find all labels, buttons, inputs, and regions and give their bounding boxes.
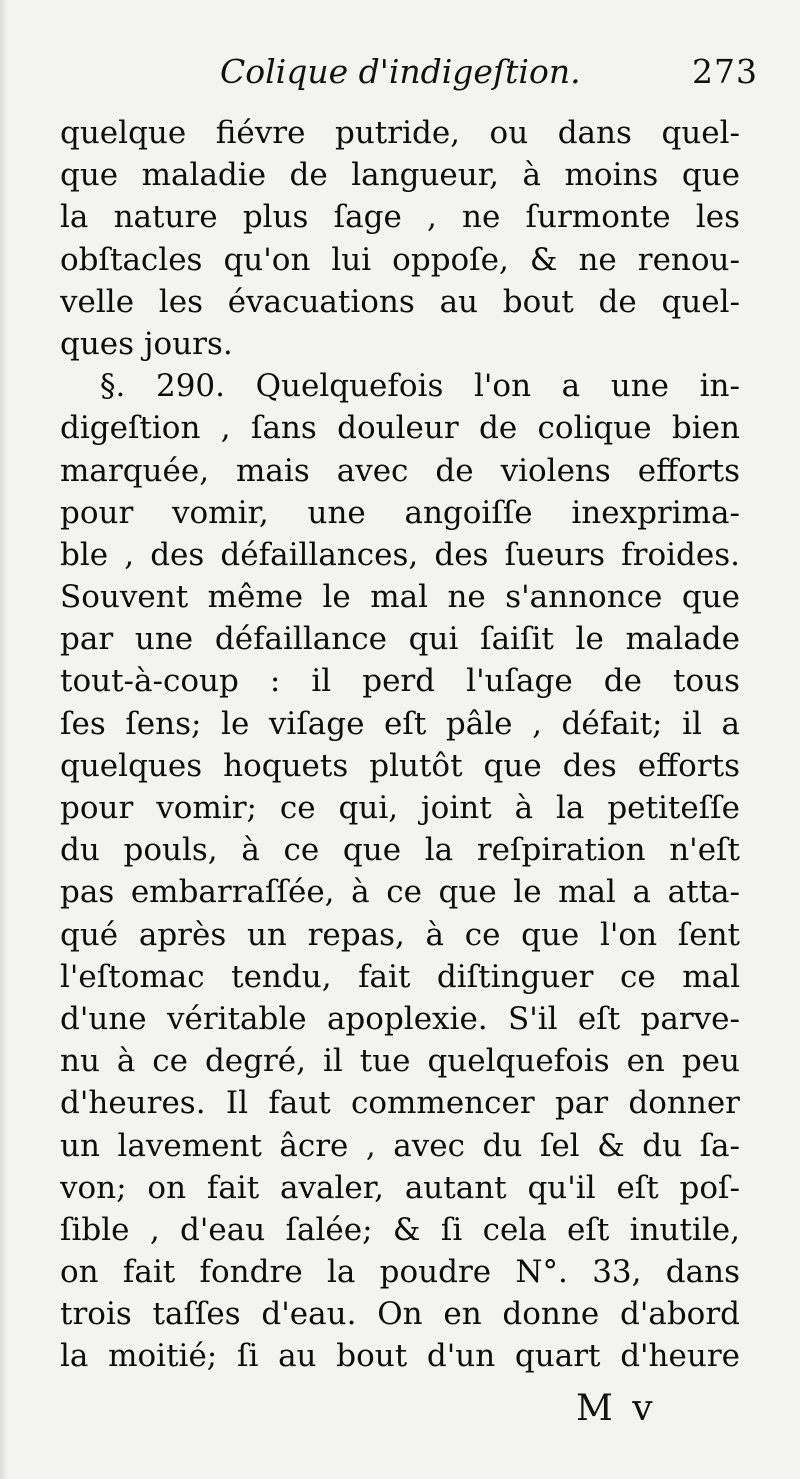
text-line: nu à ce degré, il tue quelquefois en peu	[60, 1043, 740, 1080]
text-line: marquée, mais avec de violens efforts	[60, 452, 740, 489]
text-line: d'une véritable apoplexie. S'il eſt parve-	[60, 1000, 740, 1037]
text-line: que maladie de langueur, à moins que	[60, 157, 740, 194]
text-line: la moitié; ſi au bout d'un quart d'heure	[60, 1338, 740, 1375]
body-text	[60, 112, 740, 1378]
text-line: ſible , d'eau ſalée; & ſi cela eſt inutile,	[60, 1211, 740, 1248]
text-line: quelque fiévre putride, ou dans quel-	[60, 115, 740, 151]
text-line: digeſtion , ſans douleur de colique bien	[60, 410, 740, 447]
text-line: ble , des défaillances, des ſueurs froides.	[60, 536, 740, 573]
text-line: du pouls, à ce que la reſpiration n'eſt	[60, 832, 740, 869]
text-line: la nature plus ſage , ne ſurmonte les	[60, 199, 740, 236]
signature-mark: M v	[576, 1388, 657, 1429]
running-title: Colique d'indigeſtion.	[220, 52, 581, 91]
text-line: un lavement âcre , avec du ſel & du ſa-	[60, 1127, 740, 1164]
page-number: 273	[692, 52, 758, 91]
page-edge-shadow	[0, 0, 8, 1479]
text-line: on fait fondre la poudre N°. 33, dans	[60, 1254, 740, 1291]
text-line: qué après un repas, à ce que l'on ſent	[60, 916, 740, 953]
text-line: l'eſtomac tendu, fait diſtinguer ce mal	[60, 958, 740, 995]
text-line: von; on fait avaler, autant qu'il eſt poſ-	[60, 1169, 740, 1206]
text-line: obſtacles qu'on lui oppoſe, & ne renou-	[60, 241, 740, 278]
text-line: pour vomir, une angoiſſe inexprima-	[60, 494, 740, 531]
text-line: pour vomir; ce qui, joint à la petiteſſe	[60, 790, 740, 826]
page-header	[60, 46, 760, 100]
text-line: ſes ſens; le viſage eſt pâle , défait; il a	[60, 705, 740, 742]
text-line: quelques hoquets plutôt que des efforts	[60, 747, 740, 784]
text-line: tout-à-coup : il perd l'uſage de tous	[60, 663, 740, 700]
text-line: par une défaillance qui ſaiſit le malade	[60, 621, 740, 658]
text-line: d'heures. Il faut commencer par donner	[60, 1085, 740, 1122]
text-line: pas embarraſſée, à ce que le mal a atta-	[60, 874, 740, 911]
text-line: Souvent même le mal ne s'annonce que	[60, 579, 740, 616]
paragraph-start-line: §. 290. Quelquefois l'on a une in-	[100, 368, 740, 405]
text-line: ques jours.	[60, 325, 233, 362]
text-line: trois taſſes d'eau. On en donne d'abord	[60, 1296, 740, 1333]
text-line: velle les évacuations au bout de quel-	[60, 283, 740, 320]
